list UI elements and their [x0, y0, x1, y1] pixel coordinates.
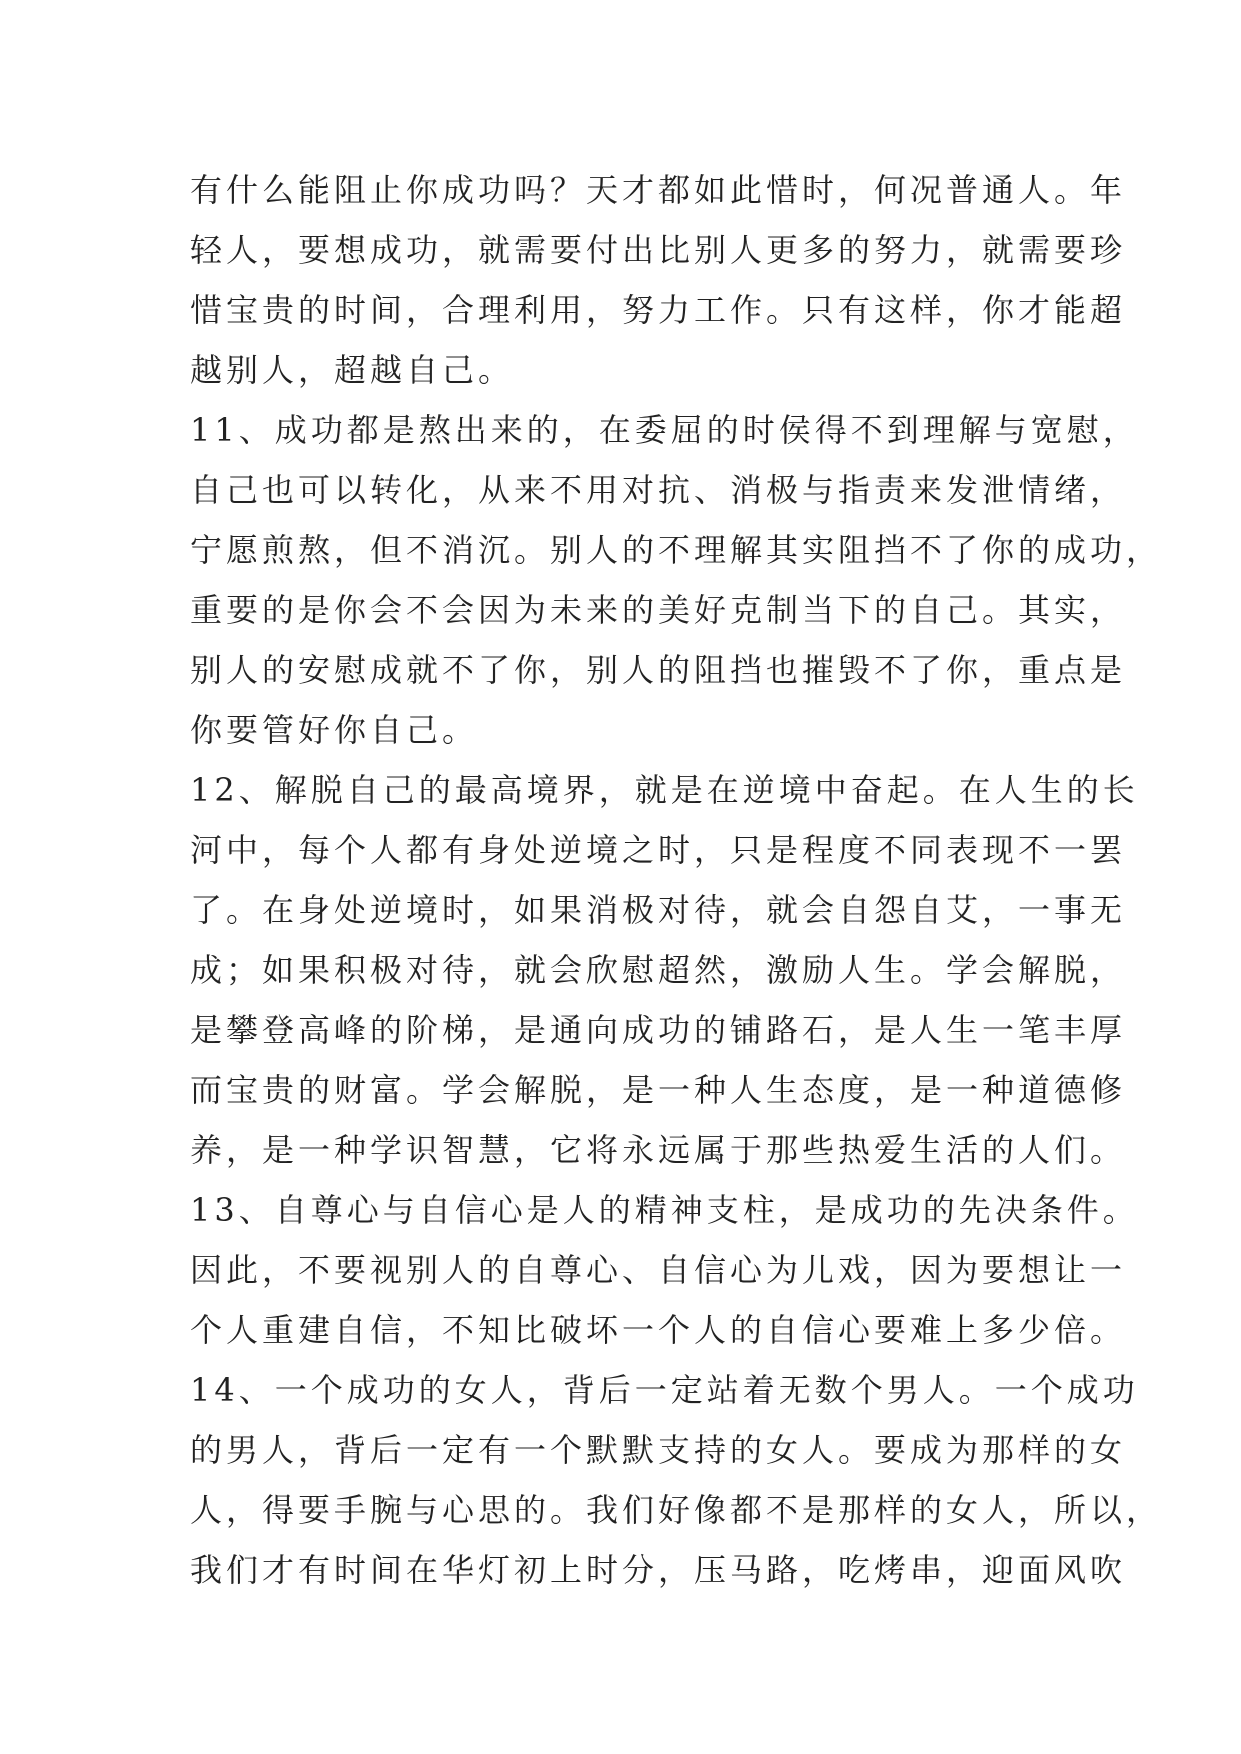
- text-line: 轻人，要想成功，就需要付出比别人更多的努力，就需要珍: [190, 231, 1127, 269]
- text-line: 成；如果积极对待，就会欣慰超然，激励人生。学会解脱，: [190, 951, 1127, 989]
- text-line: 人，得要手腕与心思的。我们好像都不是那样的女人，所以，: [190, 1491, 1163, 1529]
- text-line: 重要的是你会不会因为未来的美好克制当下的自己。其实，: [190, 591, 1127, 629]
- text-line: 是攀登高峰的阶梯，是通向成功的铺路石，是人生一笔丰厚: [190, 1011, 1127, 1049]
- text-line: 14、一个成功的女人，背后一定站着无数个男人。一个成功: [190, 1371, 1139, 1409]
- text-line: 河中，每个人都有身处逆境之时，只是程度不同表现不一罢: [190, 831, 1127, 869]
- text-line: 个人重建自信，不知比破坏一个人的自信心要难上多少倍。: [190, 1311, 1127, 1349]
- document-body: [190, 160, 1163, 1600]
- text-line: 11、成功都是熬出来的，在委屈的时侯得不到理解与宽慰，: [190, 411, 1139, 449]
- text-line: 越别人，超越自己。: [190, 351, 515, 389]
- text-line: 我们才有时间在华灯初上时分，压马路，吃烤串，迎面风吹: [190, 1551, 1127, 1589]
- text-line: 13、自尊心与自信心是人的精神支柱，是成功的先决条件。: [190, 1191, 1139, 1229]
- text-line: 别人的安慰成就不了你，别人的阻挡也摧毁不了你，重点是: [190, 651, 1127, 689]
- text-line: 养，是一种学识智慧，它将永远属于那些热爱生活的人们。: [190, 1131, 1127, 1169]
- text-line: 宁愿煎熬，但不消沉。别人的不理解其实阻挡不了你的成功，: [190, 531, 1163, 569]
- text-line: 的男人，背后一定有一个默默支持的女人。要成为那样的女: [190, 1431, 1127, 1469]
- text-line: 有什么能阻止你成功吗？天才都如此惜时，何况普通人。年: [190, 171, 1127, 209]
- text-line: 自己也可以转化，从来不用对抗、消极与指责来发泄情绪，: [190, 471, 1127, 509]
- text-line: 因此，不要视别人的自尊心、自信心为儿戏，因为要想让一: [190, 1251, 1127, 1289]
- text-line: 你要管好你自己。: [190, 711, 479, 749]
- text-line: 了。在身处逆境时，如果消极对待，就会自怨自艾，一事无: [190, 891, 1127, 929]
- text-line: 而宝贵的财富。学会解脱，是一种人生态度，是一种道德修: [190, 1071, 1127, 1109]
- text-line: 惜宝贵的时间，合理利用，努力工作。只有这样，你才能超: [190, 291, 1127, 329]
- text-line: 12、解脱自己的最高境界，就是在逆境中奋起。在人生的长: [190, 771, 1139, 809]
